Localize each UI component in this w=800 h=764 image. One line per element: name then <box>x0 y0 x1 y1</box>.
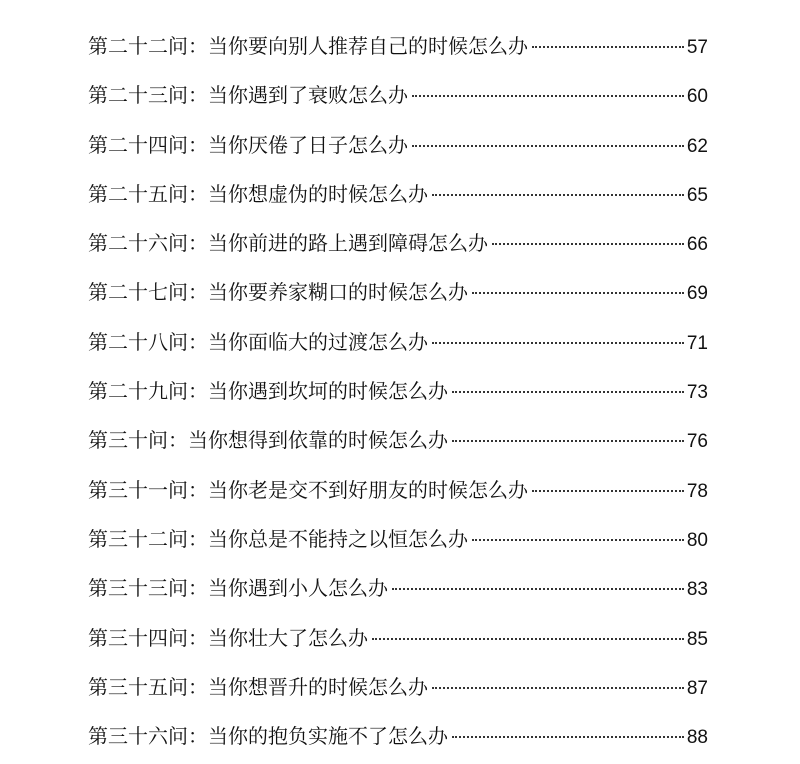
toc-entry-page: 80 <box>686 529 708 551</box>
table-of-contents <box>88 22 708 761</box>
toc-entry <box>88 71 708 120</box>
toc-entry <box>88 712 708 761</box>
toc-dot-leader <box>532 490 684 492</box>
toc-entry-page: 57 <box>686 37 708 58</box>
toc-dot-leader <box>392 588 684 590</box>
toc-entry-title: 第三十三问：当你遇到小人怎么办 <box>88 576 388 601</box>
toc-entry-page: 78 <box>686 480 708 502</box>
toc-dot-leader <box>532 46 684 48</box>
toc-entry-page: 76 <box>686 431 708 453</box>
toc-dot-leader <box>452 440 684 442</box>
toc-entry-title: 第二十七问：当你要养家糊口的时候怎么办 <box>88 280 468 305</box>
toc-entry-title: 第三十六问：当你的抱负实施不了怎么办 <box>88 724 448 749</box>
toc-dot-leader <box>412 145 684 147</box>
toc-entry <box>88 614 708 663</box>
toc-dot-leader <box>492 243 684 245</box>
toc-entry-title: 第二十五问：当你想虚伪的时候怎么办 <box>88 181 428 206</box>
toc-entry-page: 87 <box>686 677 708 699</box>
toc-dot-leader <box>472 539 684 541</box>
toc-entry <box>88 121 708 170</box>
toc-dot-leader <box>452 391 684 393</box>
toc-entry <box>88 170 708 219</box>
toc-entry-title: 第二十四问：当你厌倦了日子怎么办 <box>88 132 408 157</box>
toc-entry-title: 第三十一问：当你老是交不到好朋友的时候怎么办 <box>88 477 528 502</box>
toc-entry <box>88 318 708 367</box>
toc-entry-page: 88 <box>686 727 708 749</box>
toc-entry-title: 第三十二问：当你总是不能持之以恒怎么办 <box>88 526 468 551</box>
toc-entry-page: 73 <box>686 382 708 404</box>
toc-dot-leader <box>452 736 684 738</box>
toc-entry-title: 第二十三问：当你遇到了衰败怎么办 <box>88 83 408 108</box>
toc-entry-title: 第三十问：当你想得到依靠的时候怎么办 <box>88 428 448 453</box>
toc-entry <box>88 416 708 465</box>
toc-dot-leader <box>412 95 684 97</box>
toc-entry-page: 69 <box>686 283 708 305</box>
toc-entry-title: 第三十五问：当你想晋升的时候怎么办 <box>88 674 428 699</box>
toc-entry-title: 第二十九问：当你遇到坎坷的时候怎么办 <box>88 379 448 404</box>
toc-entry <box>88 219 708 268</box>
toc-entry-page: 65 <box>686 184 708 206</box>
toc-entry-page: 83 <box>686 579 708 601</box>
toc-entry <box>88 367 708 416</box>
toc-entry <box>88 663 708 712</box>
toc-entry <box>88 466 708 515</box>
toc-entry-page: 60 <box>686 86 708 108</box>
toc-entry-page: 85 <box>686 628 708 650</box>
toc-entry-page: 62 <box>686 135 708 157</box>
toc-dot-leader <box>472 292 684 294</box>
toc-entry-title: 第二十六问：当你前进的路上遇到障碍怎么办 <box>88 231 488 256</box>
toc-entry-title: 第二十二问：当你要向别人推荐自己的时候怎么办 <box>88 34 528 58</box>
toc-entry <box>88 22 708 71</box>
toc-entry-page: 71 <box>686 332 708 354</box>
toc-dot-leader <box>372 638 684 640</box>
toc-entry-title: 第三十四问：当你壮大了怎么办 <box>88 625 368 650</box>
toc-entry <box>88 515 708 564</box>
toc-dot-leader <box>432 342 684 344</box>
toc-entry-page: 66 <box>686 234 708 256</box>
toc-dot-leader <box>432 194 684 196</box>
toc-entry <box>88 268 708 317</box>
toc-dot-leader <box>432 687 684 689</box>
toc-entry <box>88 564 708 613</box>
toc-entry-title: 第二十八问：当你面临大的过渡怎么办 <box>88 329 428 354</box>
